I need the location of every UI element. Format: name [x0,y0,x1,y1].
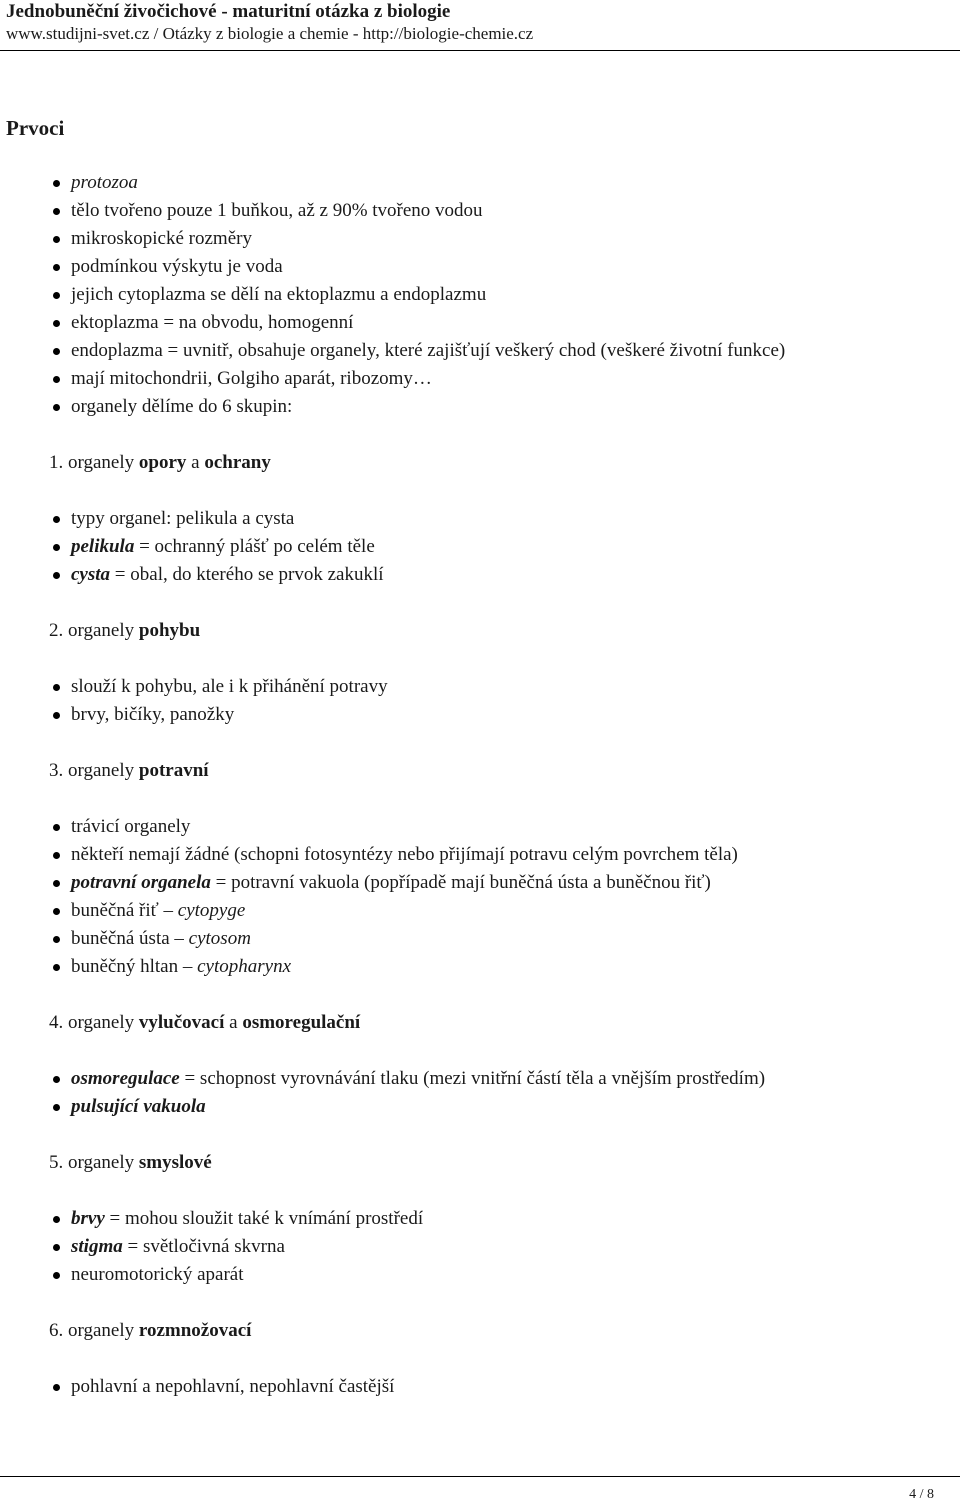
group-heading-4: 4. organely vylučovací a osmoregulační [49,1012,361,1033]
list-item: buněčná řiť – cytopyge [0,897,738,925]
list-item [0,169,785,197]
list-item [0,309,785,337]
list-item: brvy = mohou sloužit také k vnímání prostředí [0,1205,423,1233]
group-list-2 [0,673,388,729]
list-item: slouží k pohybu, ale i k přihánění potravy [0,673,388,701]
list-item [0,197,785,225]
group-heading-3: 3. organely potravní [49,760,209,781]
list-item [0,281,785,309]
list-item: stigma = světločivná skvrna [0,1233,423,1261]
group-heading-5: 5. organely smyslové [49,1152,212,1173]
group-list-1 [0,505,384,589]
list-item [0,225,785,253]
item-text: jejich cytoplazma se dělí na ektoplazmu a endoplazmu [71,284,487,305]
list-item [0,393,785,421]
footer-divider [0,1476,960,1477]
item-text: ektoplazma = na obvodu, homogenní [71,312,354,333]
item-text: mají mitochondrii, Golgiho aparát, ribozomy… [71,368,432,389]
page-header [6,0,956,45]
intro-list [0,169,785,421]
group-list-5 [0,1205,423,1289]
item-text: endoplazma = uvnitř, obsahuje organely, které zajišťují veškerý chod (veškeré životní funkce) [71,340,786,361]
item-text: protozoa [71,172,138,193]
list-item: pelikula = ochranný plášť po celém těle [0,533,384,561]
list-item: buněčný hltan – cytopharynx [0,953,738,981]
list-item [0,365,785,393]
group-heading-1: 1. organely opory a ochrany [49,452,271,473]
item-text: mikroskopické rozměry [71,228,252,249]
document-title: Jednobuněční živočichové - maturitní otázka z biologie [6,1,451,22]
list-item: osmoregulace = schopnost vyrovnávání tlaku (mezi vnitřní částí těla a vnějším prostředím) [0,1065,765,1093]
header-divider [0,50,960,51]
list-item: někteří nemají žádné (schopni fotosyntézy nebo přijímají potravu celým povrchem těla) [0,841,738,869]
list-item: brvy, bičíky, panožky [0,701,388,729]
item-text: tělo tvořeno pouze 1 buňkou, až z 90% tvořeno vodou [71,200,483,221]
list-item: potravní organela = potravní vakuola (popřípadě mají buněčná ústa a buněčnou řiť) [0,869,738,897]
document-subtitle: www.studijni-svet.cz / Otázky z biologie a chemie - http://biologie-chemie.cz [6,24,534,43]
section-title: Prvoci [6,116,65,140]
group-heading-6: 6. organely rozmnožovací [49,1320,252,1341]
list-item: typy organel: pelikula a cysta [0,505,384,533]
list-item: cysta = obal, do kterého se prvok zakuklí [0,561,384,589]
group-list-6 [0,1373,394,1401]
list-item: buněčná ústa – cytosom [0,925,738,953]
group-list-3 [0,813,738,981]
item-text: podmínkou výskytu je voda [71,256,283,277]
group-list-4 [0,1065,765,1121]
list-item: trávicí organely [0,813,738,841]
list-item: pohlavní a nepohlavní, nepohlavní častější [0,1373,394,1401]
list-item: pulsující vakuola [0,1093,765,1121]
list-item [0,253,785,281]
item-text: organely dělíme do 6 skupin: [71,396,293,417]
list-item [0,337,785,365]
list-item: neuromotorický aparát [0,1261,423,1289]
group-heading-2: 2. organely pohybu [49,620,201,641]
page-number: 4 / 8 [909,1487,934,1502]
